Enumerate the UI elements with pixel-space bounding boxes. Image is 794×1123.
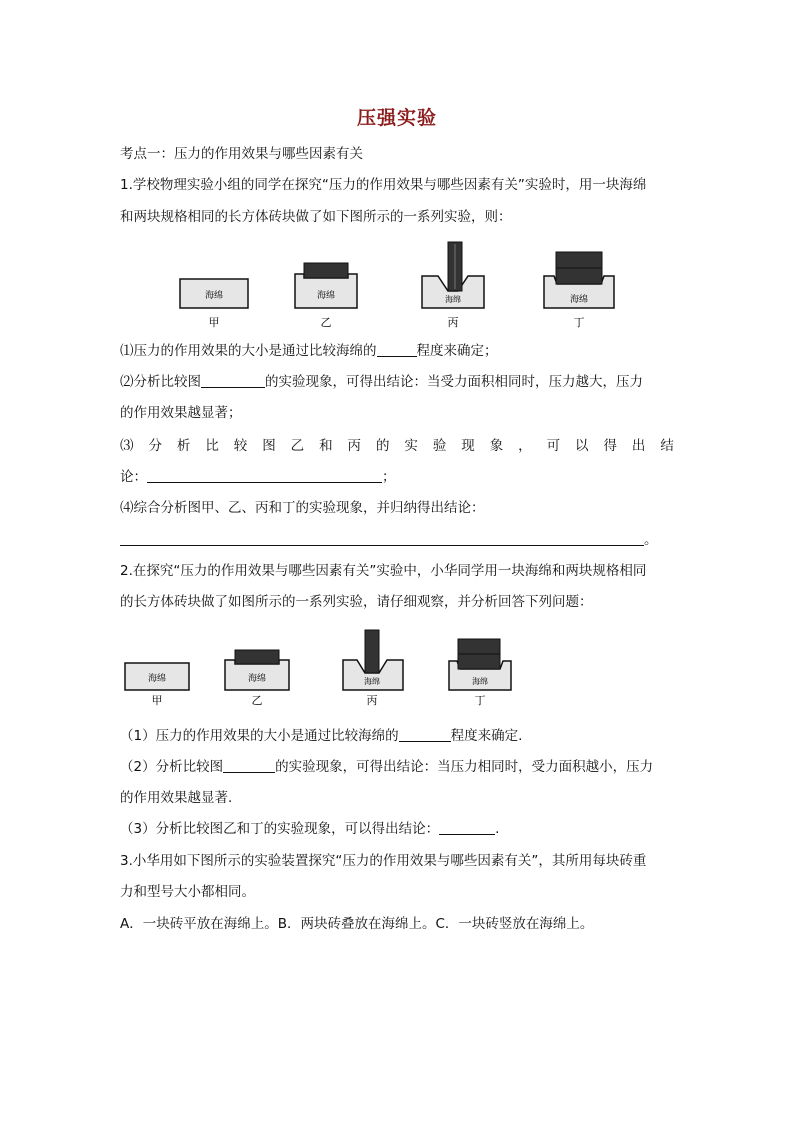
sponge-label: 海绵 [247, 674, 267, 684]
q2-part2: （2）分析比较图 的实验现象，可得出结论：当压力相同时，受力面积越小，压力 [120, 759, 654, 775]
q2-stem-line2: 的长方体砖块做了如图所示的一系列实验，请仔细观察，并分析回答下列问题： [120, 594, 593, 610]
q2-figure [115, 625, 535, 711]
answer-blank[interactable] [399, 727, 451, 742]
fig-label-ding: 丁 [573, 316, 585, 329]
q1-part3-char: 分 [148, 438, 162, 454]
q1-part3-char: 可 [546, 438, 561, 454]
fig-label-jia: 甲 [151, 694, 163, 707]
page-title: 压强实验 [356, 107, 437, 129]
fig-label-bing: 丙 [447, 316, 459, 329]
q1-part3-char: 以 [575, 438, 589, 454]
q2-part2-line2: 的作用效果越显著. [120, 790, 233, 806]
answer-blank[interactable] [147, 468, 382, 483]
q1-part3-char: 丙 [347, 438, 361, 454]
q2-stem-line1: 2.在探究“压力的作用效果与哪些因素有关”实验中，小华同学用一块海绵和两块规格相同 [120, 563, 647, 579]
q1-fig-yi [295, 263, 357, 329]
q2-fig-bing [343, 630, 403, 707]
q1-part3-char: 现 [461, 438, 475, 454]
q1-figure [170, 238, 630, 332]
q1-part3-char: 图 [262, 438, 276, 454]
sponge-label: 海绵 [316, 291, 336, 301]
q1-part2: ⑵分析比较图 的实验现象，可得出结论：当受力面积相同时，压力越大，压力 [120, 374, 643, 390]
fig-label-ding: 丁 [474, 694, 486, 707]
fig-label-bing: 丙 [366, 694, 378, 707]
q1-part3-char: ⑶ [120, 438, 134, 454]
q1-stem-line2: 和两块规格相同的长方体砖块做了如下图所示的一系列实验，则： [120, 209, 512, 225]
q1-part3-char: 出 [631, 438, 646, 454]
answer-blank[interactable] [439, 820, 495, 835]
q1-part3-char: 验 [432, 438, 447, 454]
q1-part3-char: 得 [603, 438, 617, 454]
sponge-label: 海绵 [147, 674, 167, 684]
fig-label-yi: 乙 [251, 694, 263, 707]
q3-stem-line1: 3.小华用如下图所示的实验装置探究“压力的作用效果与哪些因素有关”，其所用每块砖重 [120, 853, 647, 869]
q2-fig-jia [125, 663, 189, 707]
q1-part3-char: 实 [404, 438, 418, 454]
q1-fig-jia [180, 279, 248, 329]
q3-stem-line2: 力和型号大小都相同。 [120, 884, 255, 900]
q1-part4: ⑷综合分析图甲、乙、丙和丁的实验现象，并归纳得出结论： [120, 500, 485, 516]
q1-part3-char: 结 [660, 438, 674, 454]
q1-part3-char: 乙 [290, 438, 305, 454]
q2-fig-ding [449, 639, 511, 707]
q1-part3-char: 和 [319, 438, 333, 454]
q1-part3-char: 的 [375, 438, 390, 454]
q1-part1: ⑴压力的作用效果的大小是通过比较海绵的 程度来确定； [120, 343, 498, 359]
fig-label-jia: 甲 [208, 316, 220, 329]
q1-part4-answer: 。 [120, 530, 658, 550]
section-heading: 考点一：压力的作用效果与哪些因素有关 [120, 146, 363, 162]
q2-part3: （3）分析比较图乙和丁的实验现象，可以得出结论： . [120, 821, 500, 837]
q1-part3-char: 象 [489, 438, 504, 454]
q1-part3-char: 较 [233, 438, 248, 454]
answer-blank[interactable] [223, 758, 275, 773]
q1-part3-line2: 论： ； [120, 469, 396, 485]
q1-part3-char: ， [518, 438, 532, 454]
sponge-label: 海绵 [472, 677, 488, 686]
answer-blank[interactable] [201, 373, 265, 388]
answer-blank[interactable] [377, 342, 417, 357]
q1-part2-line2: 的作用效果越显著； [120, 405, 242, 421]
q3-options: A．一块砖平放在海绵上。B．两块砖叠放在海绵上。C．一块砖竖放在海绵上。 [120, 916, 594, 932]
q1-part3-char: 比 [205, 438, 219, 454]
q1-part3-char: 析 [176, 438, 191, 454]
sponge-label: 海绵 [445, 295, 461, 304]
sponge-label: 海绵 [569, 295, 589, 305]
sponge-label: 海绵 [364, 677, 380, 686]
q1-fig-bing [422, 242, 484, 329]
answer-blank[interactable] [120, 531, 644, 546]
q1-part3 [120, 436, 674, 456]
sponge-label: 海绵 [204, 291, 224, 301]
fig-label-yi: 乙 [320, 316, 332, 329]
q2-part1: （1）压力的作用效果的大小是通过比较海绵的 程度来确定. [120, 728, 523, 744]
q1-stem-line1: 1.学校物理实验小组的同学在探究“压力的作用效果与哪些因素有关”实验时，用一块海绵 [120, 177, 647, 193]
q1-fig-ding [544, 252, 614, 329]
q2-fig-yi [225, 650, 289, 707]
